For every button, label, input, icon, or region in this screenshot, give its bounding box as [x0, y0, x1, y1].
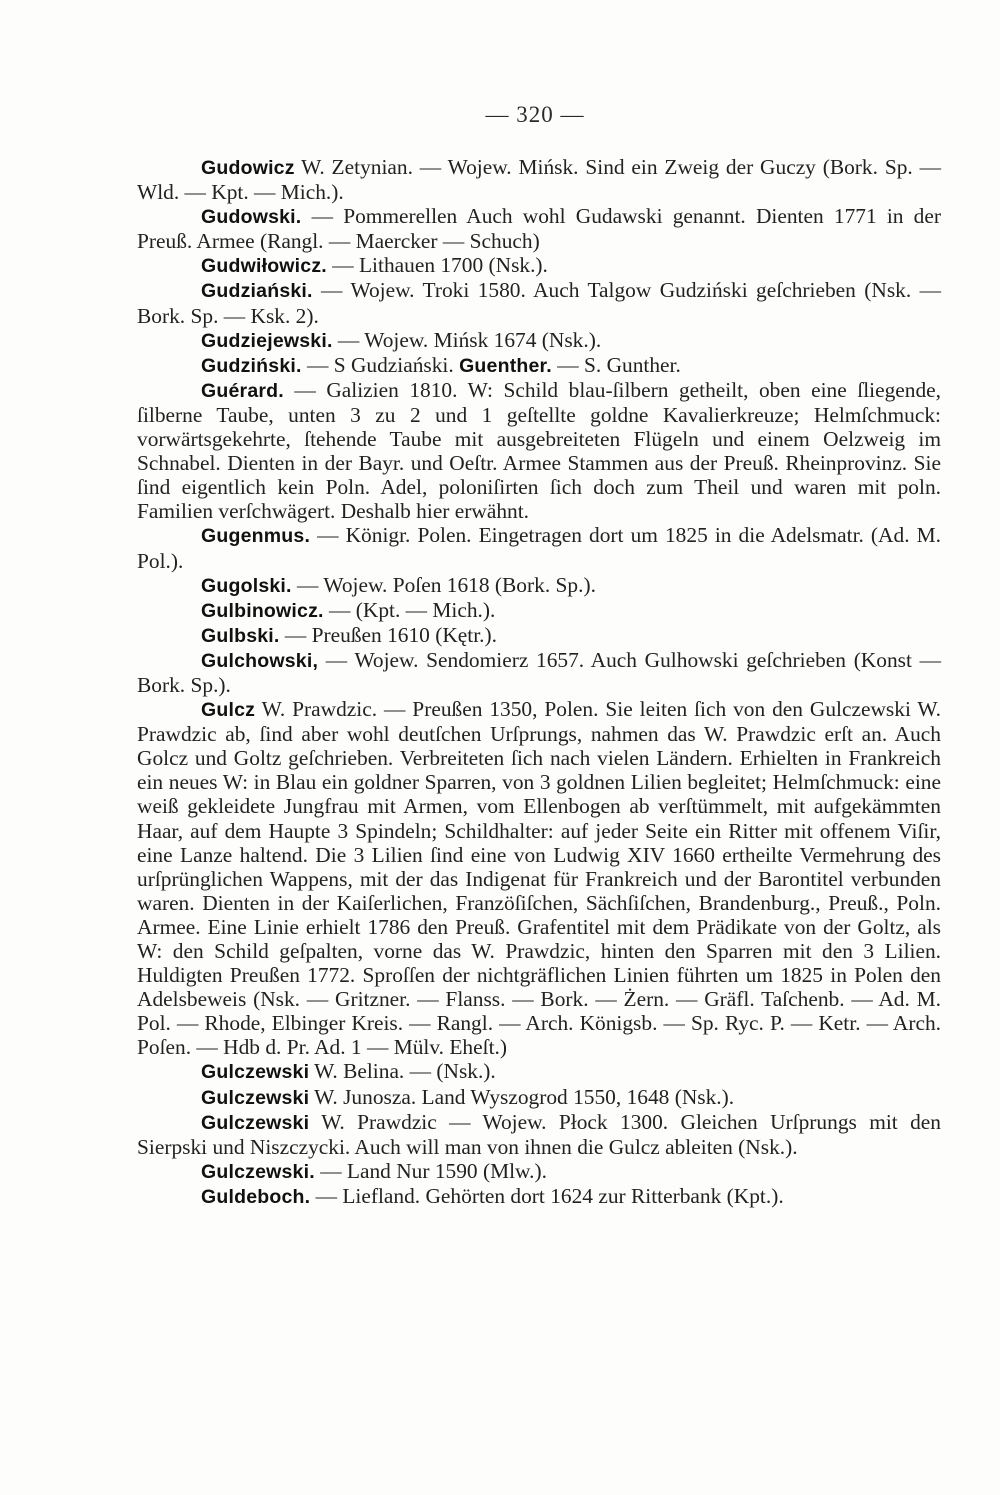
- entry: [137, 598, 941, 623]
- dictionary-text: [137, 155, 941, 1209]
- entry-headword: Gudziejewski.: [201, 329, 333, 352]
- entry: [137, 353, 941, 378]
- entry-headword-second: Guenther.: [459, 354, 552, 377]
- entry: [137, 1059, 941, 1084]
- entry: [137, 697, 941, 1059]
- entry-text: W. Belina. — (Nsk.).: [309, 1059, 496, 1084]
- entry-headword: Gudziński.: [201, 354, 302, 377]
- entry-headword: Gulbski.: [201, 624, 280, 647]
- entry: [137, 278, 941, 327]
- entry-headword: Gulczewski: [201, 1111, 310, 1134]
- entry-headword: Gulchowski,: [201, 649, 319, 672]
- entry-text: — Wojew. Mińsk 1674 (Nsk.).: [332, 327, 602, 352]
- entry-text: — Lithauen 1700 (Nsk.).: [326, 253, 548, 278]
- entry-text: — S Gudziański.: [301, 352, 460, 377]
- entry-headword: Gudziański.: [201, 280, 313, 303]
- entry-headword: Gulczewski: [201, 1061, 310, 1084]
- entry-headword: Gulczewski: [201, 1086, 310, 1109]
- entry-text: — Preußen 1610 (Kętr.).: [279, 622, 497, 647]
- entry-text: — (Kpt. — Mich.).: [323, 597, 496, 622]
- page-number: — 320 —: [485, 102, 585, 127]
- entry: [137, 648, 941, 697]
- entry: [137, 378, 941, 524]
- entry-text: W. Zetynian. — Wojew. Mińsk. Sind ein Zweig der Guczy (Bork. Sp. — Wld. — Kpt. — Mich.).: [137, 155, 941, 205]
- entry: [137, 573, 941, 598]
- entry: [137, 253, 941, 278]
- entry: [137, 1184, 941, 1209]
- entry-headword: Gugenmus.: [201, 525, 311, 548]
- entry: [137, 1085, 941, 1110]
- entry: [137, 523, 941, 572]
- entry-text: W. Prawdzic — Wojew. Płock 1300. Gleichen Urſprungs mit den Sierpski und Niszczycki. Auch will man von ihnen die Gulcz ableiten (Nsk.).: [137, 1109, 941, 1159]
- entry: [137, 1159, 941, 1184]
- entry-headword: Gulbinowicz.: [201, 599, 324, 622]
- entry: [137, 328, 941, 353]
- entry-headword: Gudowicz: [201, 157, 295, 179]
- entry-text: — Wojew. Troki 1580. Auch Talgow Gudziński geſchrieben (Nsk. — Bork. Sp. — Ksk. 2).: [137, 278, 941, 328]
- entry-text: — Liefland. Gehörten dort 1624 zur Ritterbank (Kpt.).: [310, 1183, 784, 1208]
- entry-headword: Guérard.: [201, 379, 284, 402]
- entry-text: W. Prawdzic. — Preußen 1350, Polen. Sie leiten ſich von den Gulczewski W. Prawdzic ab, ſind aber wohl deutſchen Urſprungs, nahmen das W. Prawdzic erſt an. Auch Golcz und Goltz geſchrieben. Verbreiteten ſich nach vielen Ländern. Erhielten in Frankreich ein neues W: in Blau ein goldner Sparren, von 3 goldnen Lilien begleitet; Helmſchmuck: eine weiß gekleidete Jungfrau mit Armen, vom Ellenbogen ab verſtümmelt, mit aufgekämmten Haar, auf dem Haupte 3 Spindeln; Schildhalter: auf jeder Seite ein Ritter mit offenem Viſir, eine Lanze haltend. Die 3 Lilien ſind eine von Ludwig XIV 1660 ertheilte Vermehrung des urſprünglichen Wappens, mit der das Indigenat für Frankreich und der Barontitel verbunden waren. Dienten in der Kaiſerlichen, Franzöſiſchen, Sächſiſchen, Brandenburg., Preuß., Poln. Armee. Eine Linie erhielt 1786 den Preuß. Grafentitel mit dem Prädikate von der Goltz, als W: den Schild geſpalten, vorne das W. Prawdzic, hinten den Sparren mit den 3 Lilien. Huldigten Preußen 1772. Sproſſen der nichtgräflichen Linien führten um 1825 in Polen den Adelsbeweis (Nsk. — Gritzner. — Flanss. — Bork. — Żern. — Gräfl. Taſchenb. — Ad. M. Pol. — Rhode, Elbinger Kreis. — Rangl. — Arch. Königsb. — Sp. Ryc. P. — Ketr. — Arch. Poſen. — Hdb d. Pr. Ad. 1 — Mülv. Eheſt.): [137, 697, 941, 1060]
- entry-text: — Königr. Polen. Eingetragen dort um 1825 in die Adelsmatr. (Ad. M. Pol.).: [137, 523, 941, 573]
- entry-text: W. Junosza. Land Wyszogrod 1550, 1648 (Nsk.).: [309, 1084, 735, 1109]
- entry: [137, 155, 941, 204]
- entry-headword: Gulcz: [201, 699, 256, 722]
- entry-text-second: — S. Gunther.: [551, 352, 681, 377]
- entry-headword: Gudowski.: [201, 206, 302, 229]
- entry-headword: Guldeboch.: [201, 1185, 311, 1208]
- entry-headword: Gudwiłowicz.: [201, 255, 327, 278]
- entry: [137, 1110, 941, 1159]
- entry-headword: Gulczewski.: [201, 1160, 315, 1183]
- entry-text: — Land Nur 1590 (Mlw.).: [314, 1158, 547, 1183]
- entry-text: — Wojew. Sendomierz 1657. Auch Gulhowski geſchrieben (Konst — Bork. Sp.).: [137, 647, 941, 697]
- entry: [137, 623, 941, 648]
- entry-text: — Galizien 1810. W: Schild blau-ſilbern getheilt, oben eine ſliegende, ſilberne Taube, unten 3 zu 2 und 1 geſtellte goldne Kavalierkreuze; Helmſchmuck: vorwärtsgekehrte, ſtehende Taube mit ausgebreiteten Flügeln und einem Oelzweig im Schnabel. Dienten in der Bayr. und Oeſtr. Armee Stammen aus der Preuß. Rheinprovinz. Sie ſind eigentlich kein Poln. Adel, poloniſirten ſich doch zum Theil und waren mit poln. Familien verſchwägert. Deshalb hier erwähnt.: [137, 377, 941, 524]
- entry-text: — Pommerellen Auch wohl Gudawski genannt. Dienten 1771 in der Preuß. Armee (Rangl. — Maercker — Schuch): [137, 204, 941, 254]
- entry: [137, 204, 941, 253]
- entry-headword: Gugolski.: [201, 574, 292, 597]
- entry-text: — Wojew. Poſen 1618 (Bork. Sp.).: [291, 572, 596, 597]
